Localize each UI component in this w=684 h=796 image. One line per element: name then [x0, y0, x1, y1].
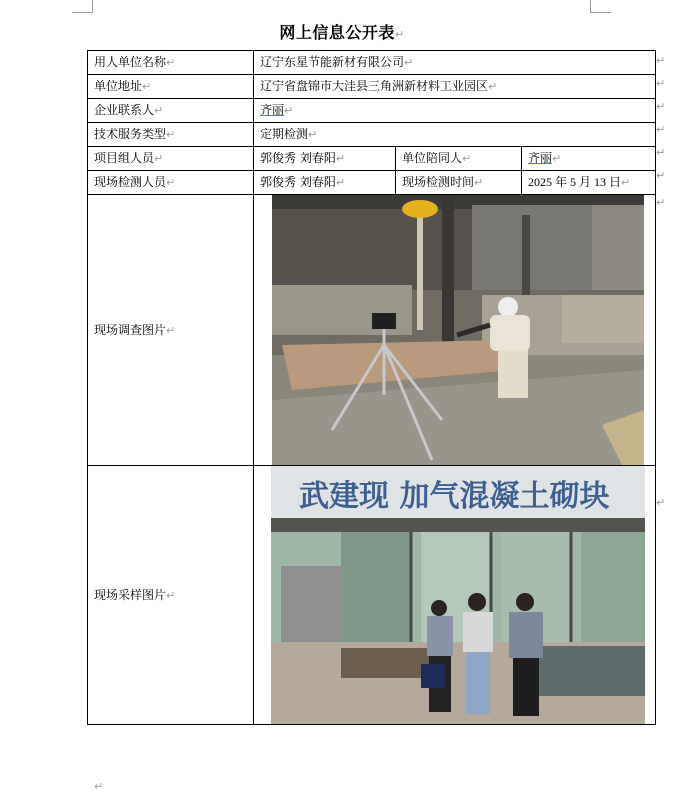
row-end-mark: ↵ — [656, 196, 666, 209]
table-row — [88, 147, 656, 171]
row-end-mark: ↵ — [656, 100, 666, 113]
survey-photo — [272, 195, 644, 465]
crop-mark-top-right — [590, 0, 611, 13]
row-end-mark: ↵ — [656, 496, 666, 509]
table-row — [88, 51, 656, 75]
row-end-mark: ↵ — [656, 146, 666, 159]
label-companion: 单位陪同人↵ — [396, 147, 522, 171]
value-inspection-time: 2025 年 5 月 13 日↵ — [522, 171, 656, 195]
label-company-name: 用人单位名称↵ — [88, 51, 254, 75]
sampling-photo-cell — [254, 466, 656, 725]
document-title — [0, 20, 684, 43]
value-service-type: 定期检测↵ — [254, 123, 656, 147]
table-row — [88, 195, 656, 466]
table-row — [88, 171, 656, 195]
survey-photo-cell — [254, 195, 656, 466]
label-survey-photo: 现场调查图片↵ — [88, 195, 254, 466]
label-address: 单位地址↵ — [88, 75, 254, 99]
label-sampling-photo: 现场采样图片↵ — [88, 466, 254, 725]
value-field-inspectors: 郭俊秀 刘春阳↵ — [254, 171, 396, 195]
shop-sign-text: 武建现 加气混凝土砌块 — [298, 479, 609, 514]
value-company-name: 辽宁东星节能新材有限公司↵ — [254, 51, 656, 75]
value-companion: 齐丽↵ — [522, 147, 656, 171]
info-table — [87, 50, 656, 725]
value-contact: 齐丽↵ — [254, 99, 656, 123]
document-title-text: 网上信息公开表 — [279, 23, 395, 42]
table-row — [88, 123, 656, 147]
label-service-type: 技术服务类型↵ — [88, 123, 254, 147]
crop-mark-top-left — [72, 0, 93, 13]
document-end-mark: ↵ — [94, 780, 104, 793]
label-inspection-time: 现场检测时间↵ — [396, 171, 522, 195]
row-end-mark: ↵ — [656, 54, 666, 67]
table-row — [88, 466, 656, 725]
row-end-mark: ↵ — [656, 123, 666, 136]
label-contact: 企业联系人↵ — [88, 99, 254, 123]
table-row — [88, 75, 656, 99]
value-project-members: 郭俊秀 刘春阳↵ — [254, 147, 396, 171]
paragraph-mark: ↵ — [394, 28, 405, 41]
value-address: 辽宁省盘锦市大洼县三角洲新材料工业园区↵ — [254, 75, 656, 99]
label-project-members: 项目组人员↵ — [88, 147, 254, 171]
sampling-photo — [271, 466, 645, 724]
label-field-inspectors: 现场检测人员↵ — [88, 171, 254, 195]
row-end-mark: ↵ — [656, 77, 666, 90]
table-row — [88, 99, 656, 123]
row-end-mark: ↵ — [656, 169, 666, 182]
